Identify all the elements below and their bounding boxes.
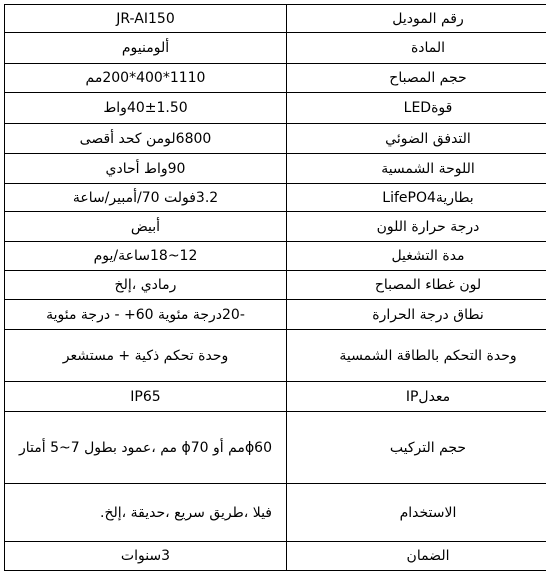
table-row: [5, 330, 546, 382]
row-value: 90واط أحادي: [5, 154, 287, 184]
row-value: ألومنيوم: [5, 33, 287, 64]
row-label: درجة حرارة اللون: [287, 212, 546, 242]
row-value: ϕ60مم أو ϕ70 مم ،عمود بطول 7~5 أمتار: [5, 412, 287, 484]
row-label: مدة التشغيل: [287, 242, 546, 271]
row-value: فيلا ،طريق سريع ،حديقة ،إلخ.: [5, 484, 287, 542]
row-label: الضمان: [287, 542, 546, 571]
table-row: [5, 5, 546, 33]
row-value: 3سنوات: [5, 542, 287, 571]
row-label: حجم المصباح: [287, 64, 546, 93]
table-row: [5, 184, 546, 212]
table-row: [5, 154, 546, 184]
row-value: وحدة تحكم ذكية + مستشعر: [5, 330, 287, 382]
row-value: 12~18ساعة/يوم: [5, 242, 287, 271]
table-row: [5, 382, 546, 412]
row-value: JR-AI150: [5, 5, 287, 33]
table-row: [5, 93, 546, 124]
spec-table: [4, 4, 546, 571]
row-value: 3.2فولت 70/أمبير/ساعة: [5, 184, 287, 212]
row-label: حجم التركيب: [287, 412, 546, 484]
row-label: المادة: [287, 33, 546, 64]
table-row: [5, 242, 546, 271]
table-row: [5, 484, 546, 542]
row-label: نطاق درجة الحرارة: [287, 300, 546, 330]
row-label: الاستخدام: [287, 484, 546, 542]
row-label: لون غطاء المصباح: [287, 271, 546, 300]
row-label: اللوحة الشمسية: [287, 154, 546, 184]
row-label: معدلIP: [287, 382, 546, 412]
row-label: بطاريةLifePO4: [287, 184, 546, 212]
row-label: وحدة التحكم بالطاقة الشمسية: [287, 330, 546, 382]
table-row: [5, 542, 546, 571]
row-value: أبيض: [5, 212, 287, 242]
row-value: 40±1.50واط: [5, 93, 287, 124]
row-label: قوةLED: [287, 93, 546, 124]
row-label: التدفق الضوئي: [287, 124, 546, 154]
table-row: [5, 271, 546, 300]
row-value: IP65: [5, 382, 287, 412]
table-row: [5, 33, 546, 64]
row-value: -20درجة مئوية 60+ - درجة مئوية: [5, 300, 287, 330]
table-row: [5, 124, 546, 154]
table-row: [5, 412, 546, 484]
row-value: 6800لومن كحد أقصى: [5, 124, 287, 154]
table-row: [5, 300, 546, 330]
row-label: رقم الموديل: [287, 5, 546, 33]
row-value: 1110*400*200مم: [5, 64, 287, 93]
row-value: رمادي ،إلخ: [5, 271, 287, 300]
table-row: [5, 64, 546, 93]
table-row: [5, 212, 546, 242]
